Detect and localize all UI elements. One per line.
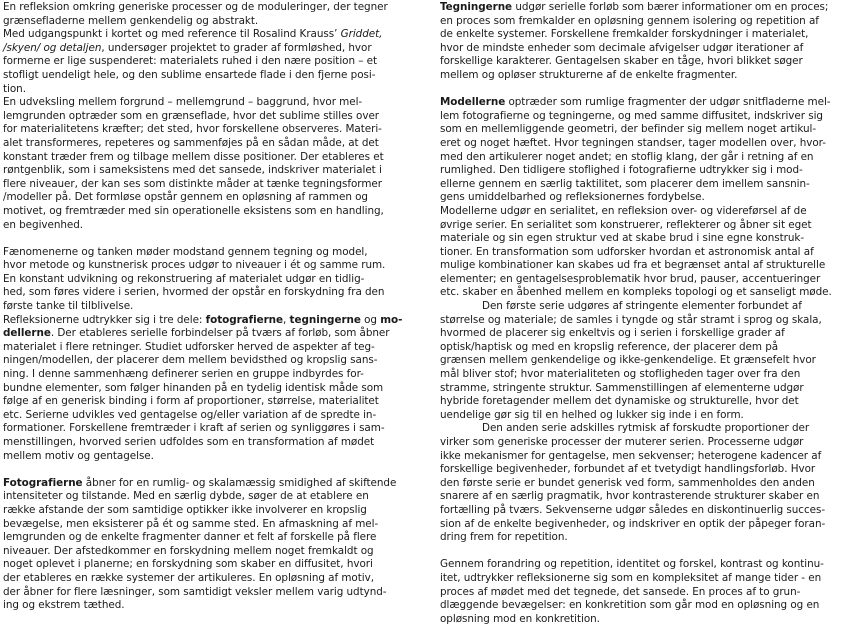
paragraph-first-series: Den første serie udgøres af stringente elementer forbundet af størrelse og materiale; de samles i tyngde og står stramt i sprog og skala, hvormed de placerer sig enkeltvis og i serien i forskellige grader af optisk/haptisk og med en kropslig reference, der placerer dem på grænsen mellem genkendelige og ikke-genkendelige. Et grænsefelt hvor mål bliver stof; hvor materialiteten og stofligheden tager over fra den stramme, stringente struktur. Sammenstillingen af elementerne udgør hybride foretagender mellem det dynamiske og strukturelle, hvor det uendelige gør sig til en helhed og lukker sig inde i en form.: [440, 300, 822, 421]
paragraph-phenomena: Fænomenerne og tanken møder modstand gennem tegning og model, hvor metode og kunstnerisk proces udgør to niveauer i ét og samme rum. En konstant udvikning og rekonstruering af materialet udgør en tidlig- hed, som føres videre i serien, hvormed der opstår en forskydning fra den første tanke til tilblivelse.: [3, 245, 386, 313]
paragraph-intro: En refleksion omkring generiske processer og de moduleringer, der tegner grænsefladerne mellem genkendelig og abstrakt.: [3, 1, 388, 27]
paragraph-grounds: En udveksling mellem forgrund – mellemgrund – baggrund, hvor mel- lemgrunden optræder som en grænseflade, hvor det sublime stilles over for materialitetens kræfter; det sted, hvor forskellene observeres. Materi- alet transformeres, repeteres og sammenføjes på en sådan måde, at det konstant træder frem og tilbage mellem disse positioner. Der etableres et røntgenblik, som i sameksistens med det sansede, indskriver materialet i flere niveauer, der kan ses som distinkte måder at tænke tegningsformer /modeller på. Det formløse opstår gennem en opløsning af rammen og motivet, og fremtræder med sin operationelle eksistens som en handling, en begivenhed.: [3, 96, 384, 231]
text-span: og: [360, 313, 381, 326]
text-span: åbner for en rumlig- og skalamæssig smidighed af skiftende intensiteter og tilstande. Med en særlig dybde, søger de at etablere en række afstande der som samtidige optikker ikke involverer en kropslig bevægelse, men eksisterer på ét og samme sted. En afmaskning af mel- lemgrunden og de enkelte fragmenter danner et felt af forskelle på flere niveauer. Der afstedkommer en forskydning mellem noget fremkaldt og noget oplevet i planerne; en forskydning som skaber en diffusitet, hvori der etableres en række systemer der artikuleres. En opløsning af motiv, der åbner for flere læsninger, som samtidigt veksler mellem varig udtynd- ing og ekstrem tæthed.: [3, 476, 397, 612]
right-column: [440, 1, 845, 626]
text-span: Med udgangspunkt i kortet og med reference til Rosalind Krauss’: [3, 28, 341, 41]
paragraph-gap: [440, 545, 845, 559]
paragraph-krauss: [3, 28, 413, 96]
text-span: . Der etableres serielle forbindelser på tværs af forløb, som åbner materialet i flere retninger. Studiet udforsker herved de aspekter af teg- ningen/modellen, der placerer dem mellem bevidsthed og kropslig sans- ning. I denne sammenhæng definerer serien en gruppe indbyrdes for- bundne elementer, som følger hinanden på en tydelig identisk måde som følge af en generisk binding i form af proportioner, størrelse, materialitet etc. Serierne udvikles ved gentagelse og/eller variation af de spredte in- formationer. Forskellene fremtræder i kraft af serien og synliggøres i sam- menstillingen, hvorved serien udfoldes som en transformation af mødet mellem motiv og gentagelse.: [3, 327, 390, 462]
italic-title: Griddet, /skyen/ og detaljen: [3, 28, 383, 54]
text-span: udgør serielle forløb som bærer informationer om en proces; en proces som fremkalder en opløsning gennem isolering og repetition af de enkelte systemer. Forskellene fremkalder forskydninger i materialet, hvor de mindste enheder som decimale afvigelser udgør iterationer af forskellige karakterer. Gentagelsen skaber en tåge, hvori blikket søger mellem og opløser strukturerne af de enkelte fragmenter.: [440, 1, 829, 81]
text-span: Refleksionerne udtrykker sig i tre dele:: [3, 313, 206, 326]
paragraph-photographs: [3, 477, 413, 613]
bold-term: Modellerne: [440, 96, 506, 109]
paragraph-second-series: Den anden serie adskilles rytmisk af forskudte proportioner der virker som generiske processer der muterer serien. Processerne udgør ikke mekanismer for gentagelse, men sekvenser; heterogene kadencer af forskellige begivenheder, forbundet af et tvetydigt handlingsforløb. Hvor den første serie er bundet generisk ved form, sammenholdes den anden snarere af en særlig pragmatik, hvor kontrasterende strukturer skaber en fortælling på tværs. Sekvenserne udgør således en diskontinuerlig succes- sion af de enkelte begivenheder, og indskriver en optik der påpeger foran- dring frem for repetition.: [440, 422, 826, 544]
bold-term: Tegningerne: [440, 1, 513, 13]
bold-term: fotografierne: [205, 313, 284, 326]
bold-term: mo- dellerne: [3, 313, 403, 340]
paragraph-gap: [440, 83, 845, 97]
left-column: [3, 1, 413, 613]
paragraph-three-parts: [3, 314, 413, 464]
text-span: optræder som rumlige fragmenter der udgør snitfladerne mel- lem fotografierne og tegningerne, og med samme diffusitet, indskriver sig som en mellemliggende geometri, der befinder sig mellem noget artikul- eret og noget hæftet. Hvor tegningen standser, tager modellen over, hvor- med den artikulerer noget andet; en stoflig klang, der går i retning af en rumlighed. Den tidligere stoflighed i fotografierne udtrykker sig i mod- ellerne gennem en særlig taktilitet, som placerer dem imellem sansnin- gens umiddelbarhed og refleksionernes fordybelse.: [440, 96, 831, 204]
paragraph-drawings: [440, 1, 845, 83]
bold-term: Fotografierne: [3, 476, 83, 489]
text-span: ,: [283, 313, 290, 326]
paragraph-models: [440, 96, 845, 205]
paragraph-seriality: Modellerne udgør en serialitet, en refleksion over- og videreførsel af de øvrige serier. En serialitet som konstruerer, reflekterer og åbner sit eget materiale og sin egen struktur ved at skabe brud i sine egne konstruk- tioner. En transformation som udforsker hvordan et astronomisk antal af mulige kombinationer kan skabes ud fra et begrænset antal af strukturelle elementer; en gentagelsesproblematik hvor brud, pauser, accentueringer etc. skaber en åbenhed mellem en kompleks topologi og et sanseligt møde.: [440, 204, 832, 299]
text-span: , undersøger projektet to grader af formløshed, hvor formerne er lige suspenderet: materialets ruhed i den nære position – et stofligt uendeligt hele, og den sublime ensartede flade i den fjerne posi- tion.: [3, 41, 378, 95]
paragraph-gap: [3, 232, 413, 246]
paragraph-gap: [3, 463, 413, 477]
paragraph-conclusion: Gennem forandring og repetition, identitet og forskel, kontrast og kontinu- itet, udtrykker refleksionerne sig som en kompleksitet af mange tider - en proces af mødet med det tegnede, det sansede. En proces af to grun- dlæggende bevægelser: en konkretition som går mod en opløsning og en opløsning mod en konkretition.: [440, 558, 824, 625]
bold-term: tegningerne: [289, 313, 361, 326]
